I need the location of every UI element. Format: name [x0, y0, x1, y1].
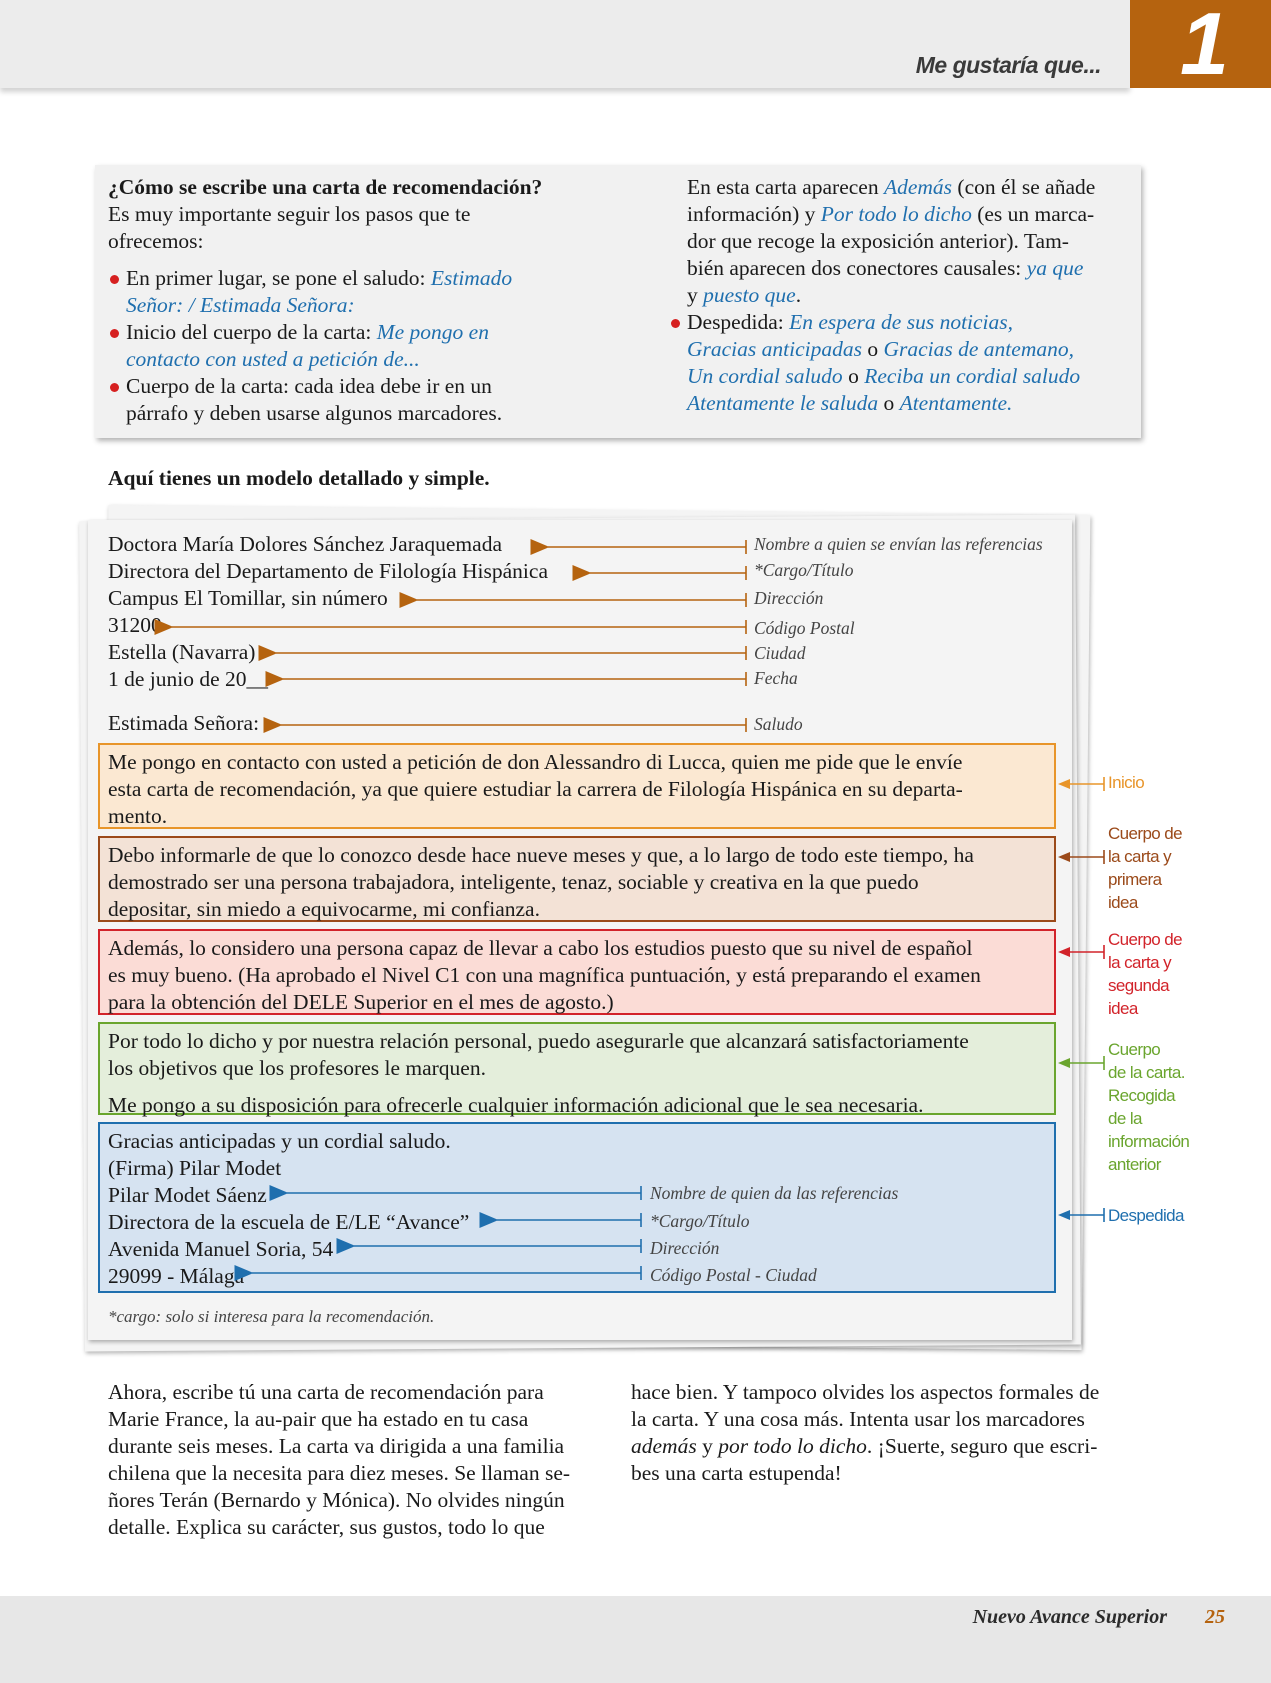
paragraph-line: demostrado ser una persona trabajadora, inteligente, tenaz, sociable y creativa en la que puedo — [108, 870, 919, 894]
bullet-continuation: contacto con usted a petición de... — [126, 347, 420, 371]
sender-name: Pilar Modet Sáenz — [108, 1183, 267, 1207]
greeting: Estimada Señora: — [108, 711, 260, 735]
label-recipient-name: Nombre a quien se envían las referencias — [754, 534, 1043, 554]
task-line: ñores Terán (Bernardo y Mónica). No olvides ningún — [108, 1488, 565, 1512]
paragraph-line: Me pongo en contacto con usted a petición de don Alessandro di Lucca, quien me pide que le envíe — [108, 750, 963, 774]
info-line: En esta carta aparecen Además (con él se añade — [687, 175, 1096, 199]
task-left-column — [108, 1379, 628, 1541]
label-greeting: Saludo — [754, 714, 803, 734]
date: 1 de junio de 20__ — [108, 667, 269, 691]
bullet-continuation: Señor: / Estimada Señora: — [126, 293, 355, 317]
chapter-number: 1 — [1180, 0, 1229, 93]
bullet-item: Inicio del cuerpo de la carta: Me pongo en — [108, 319, 658, 346]
task-line: además y por todo lo dicho. ¡Suerte, seguro que escri- — [631, 1434, 1098, 1458]
task-line: detalle. Explica su carácter, sus gustos, todo lo que — [108, 1515, 545, 1539]
label-sender-title: *Cargo/Título — [650, 1211, 750, 1231]
bullet-continuation: párrafo y deben usarse algunos marcadores. — [126, 401, 503, 425]
label-postal-code: Código Postal — [754, 618, 855, 638]
postal-code: 31200 — [108, 613, 162, 637]
sender-address: Avenida Manuel Soria, 54 — [108, 1237, 334, 1261]
info-line: información) y Por todo lo dicho (es un marca- — [687, 202, 1095, 226]
label-date: Fecha — [754, 668, 798, 688]
bullet-item: Despedida: En espera de sus noticias, — [669, 309, 1139, 336]
task-line: chilena que la necesita para diez meses. Se llaman se- — [108, 1461, 571, 1485]
task-right-column — [631, 1379, 1161, 1487]
task-line: la carta. Y una cosa más. Intenta usar los marcadores — [631, 1407, 1085, 1431]
bullet-continuation: Atentamente le saluda o Atentamente. — [687, 391, 1013, 415]
bullet-item: Cuerpo de la carta: cada idea debe ir en un — [108, 373, 658, 400]
bullet-item: En primer lugar, se pone el saludo: Estimado — [108, 265, 658, 292]
city: Estella (Navarra) — [108, 640, 256, 664]
info-intro-line: Es muy importante seguir los pasos que te — [108, 202, 471, 226]
bullet-continuation: Un cordial saludo o Reciba un cordial saludo — [687, 364, 1081, 388]
paragraph-line: es muy bueno. (Ha aprobado el Nivel C1 con una magnífica puntuación, y está preparando el examen — [108, 963, 981, 987]
task-line: durante seis meses. La carta va dirigida a una familia — [108, 1434, 565, 1458]
paragraph-line: Debo informarle de que lo conozco desde hace nueve meses y que, a lo largo de todo este tiempo, ha — [108, 843, 974, 867]
sender-title: Directora de la escuela de E/LE “Avance” — [108, 1210, 470, 1234]
recipient-title: Directora del Departamento de Filología Hispánica — [108, 559, 548, 583]
recipient-name: Doctora María Dolores Sánchez Jaraquemada — [108, 532, 502, 556]
paragraph-line: depositar, sin miedo a equivocarme, mi confianza. — [108, 897, 540, 921]
label-city: Ciudad — [754, 643, 806, 663]
footnote: *cargo: solo si interesa para la recomendación. — [108, 1307, 435, 1326]
page-number: 25 — [1205, 1606, 1225, 1628]
label-sender-city: Código Postal - Ciudad — [650, 1265, 817, 1285]
signature-line: (Firma) Pilar Modet — [108, 1156, 282, 1180]
paragraph-line: los objetivos que los profesores le marquen. — [108, 1056, 486, 1080]
paragraph-line: Por todo lo dicho y por nuestra relación personal, puedo asegurarle que alcanzará satisfactoriamente — [108, 1029, 969, 1053]
closing-line: Gracias anticipadas y un cordial saludo. — [108, 1129, 451, 1153]
model-intro: Aquí tienes un modelo detallado y simple. — [108, 466, 490, 490]
task-line: bes una carta estupenda! — [631, 1461, 842, 1485]
label-address: Dirección — [754, 588, 824, 608]
paragraph-line: Además, lo considero una persona capaz de llevar a cabo los estudios puesto que su nivel de español — [108, 936, 973, 960]
task-line: hace bien. Y tampoco olvides los aspectos formales de — [631, 1380, 1100, 1404]
paragraph-line: para la obtención del DELE Superior en el mes de agosto.) — [108, 990, 614, 1014]
paragraph-line: mento. — [108, 804, 168, 828]
side-label-cuerpo-segunda: Cuerpo de la carta y segunda idea — [1108, 930, 1182, 1018]
bullet-continuation: Gracias anticipadas o Gracias de antemano, — [687, 337, 1074, 361]
label-sender-name: Nombre de quien da las referencias — [650, 1183, 899, 1203]
side-label-cuerpo-primera: Cuerpo de la carta y primera idea — [1108, 824, 1182, 912]
info-intro-line: ofrecemos: — [108, 229, 204, 253]
info-line: bién aparecen dos conectores causales: ya que — [687, 256, 1084, 280]
task-line: Ahora, escribe tú una carta de recomendación para — [108, 1380, 544, 1404]
label-title: *Cargo/Título — [754, 560, 854, 580]
side-label-recogida: Cuerpo de la carta. Recogida de la información anterior — [1108, 1040, 1190, 1174]
info-heading: ¿Cómo se escribe una carta de recomendación? — [108, 175, 543, 199]
task-line: Marie France, la au-pair que ha estado en tu casa — [108, 1407, 529, 1431]
label-sender-address: Dirección — [650, 1238, 720, 1258]
sender-city: 29099 - Málaga — [108, 1264, 245, 1288]
side-label-inicio: Inicio — [1108, 773, 1145, 792]
info-line: dor que recoge la exposición anterior). Tam- — [687, 229, 1069, 253]
book-title: Nuevo Avance Superior — [972, 1606, 1167, 1628]
header-title: Me gustaría que... — [915, 52, 1101, 78]
recipient-address: Campus El Tomillar, sin número — [108, 586, 388, 610]
paragraph-line: Me pongo a su disposición para ofrecerle cualquier información adicional que le sea necesaria. — [108, 1093, 924, 1117]
side-label-despedida: Despedida — [1108, 1206, 1184, 1225]
info-line: y puesto que. — [687, 283, 802, 307]
paragraph-line: esta carta de recomendación, ya que quiere estudiar la carrera de Filología Hispánica en su departa- — [108, 777, 963, 801]
